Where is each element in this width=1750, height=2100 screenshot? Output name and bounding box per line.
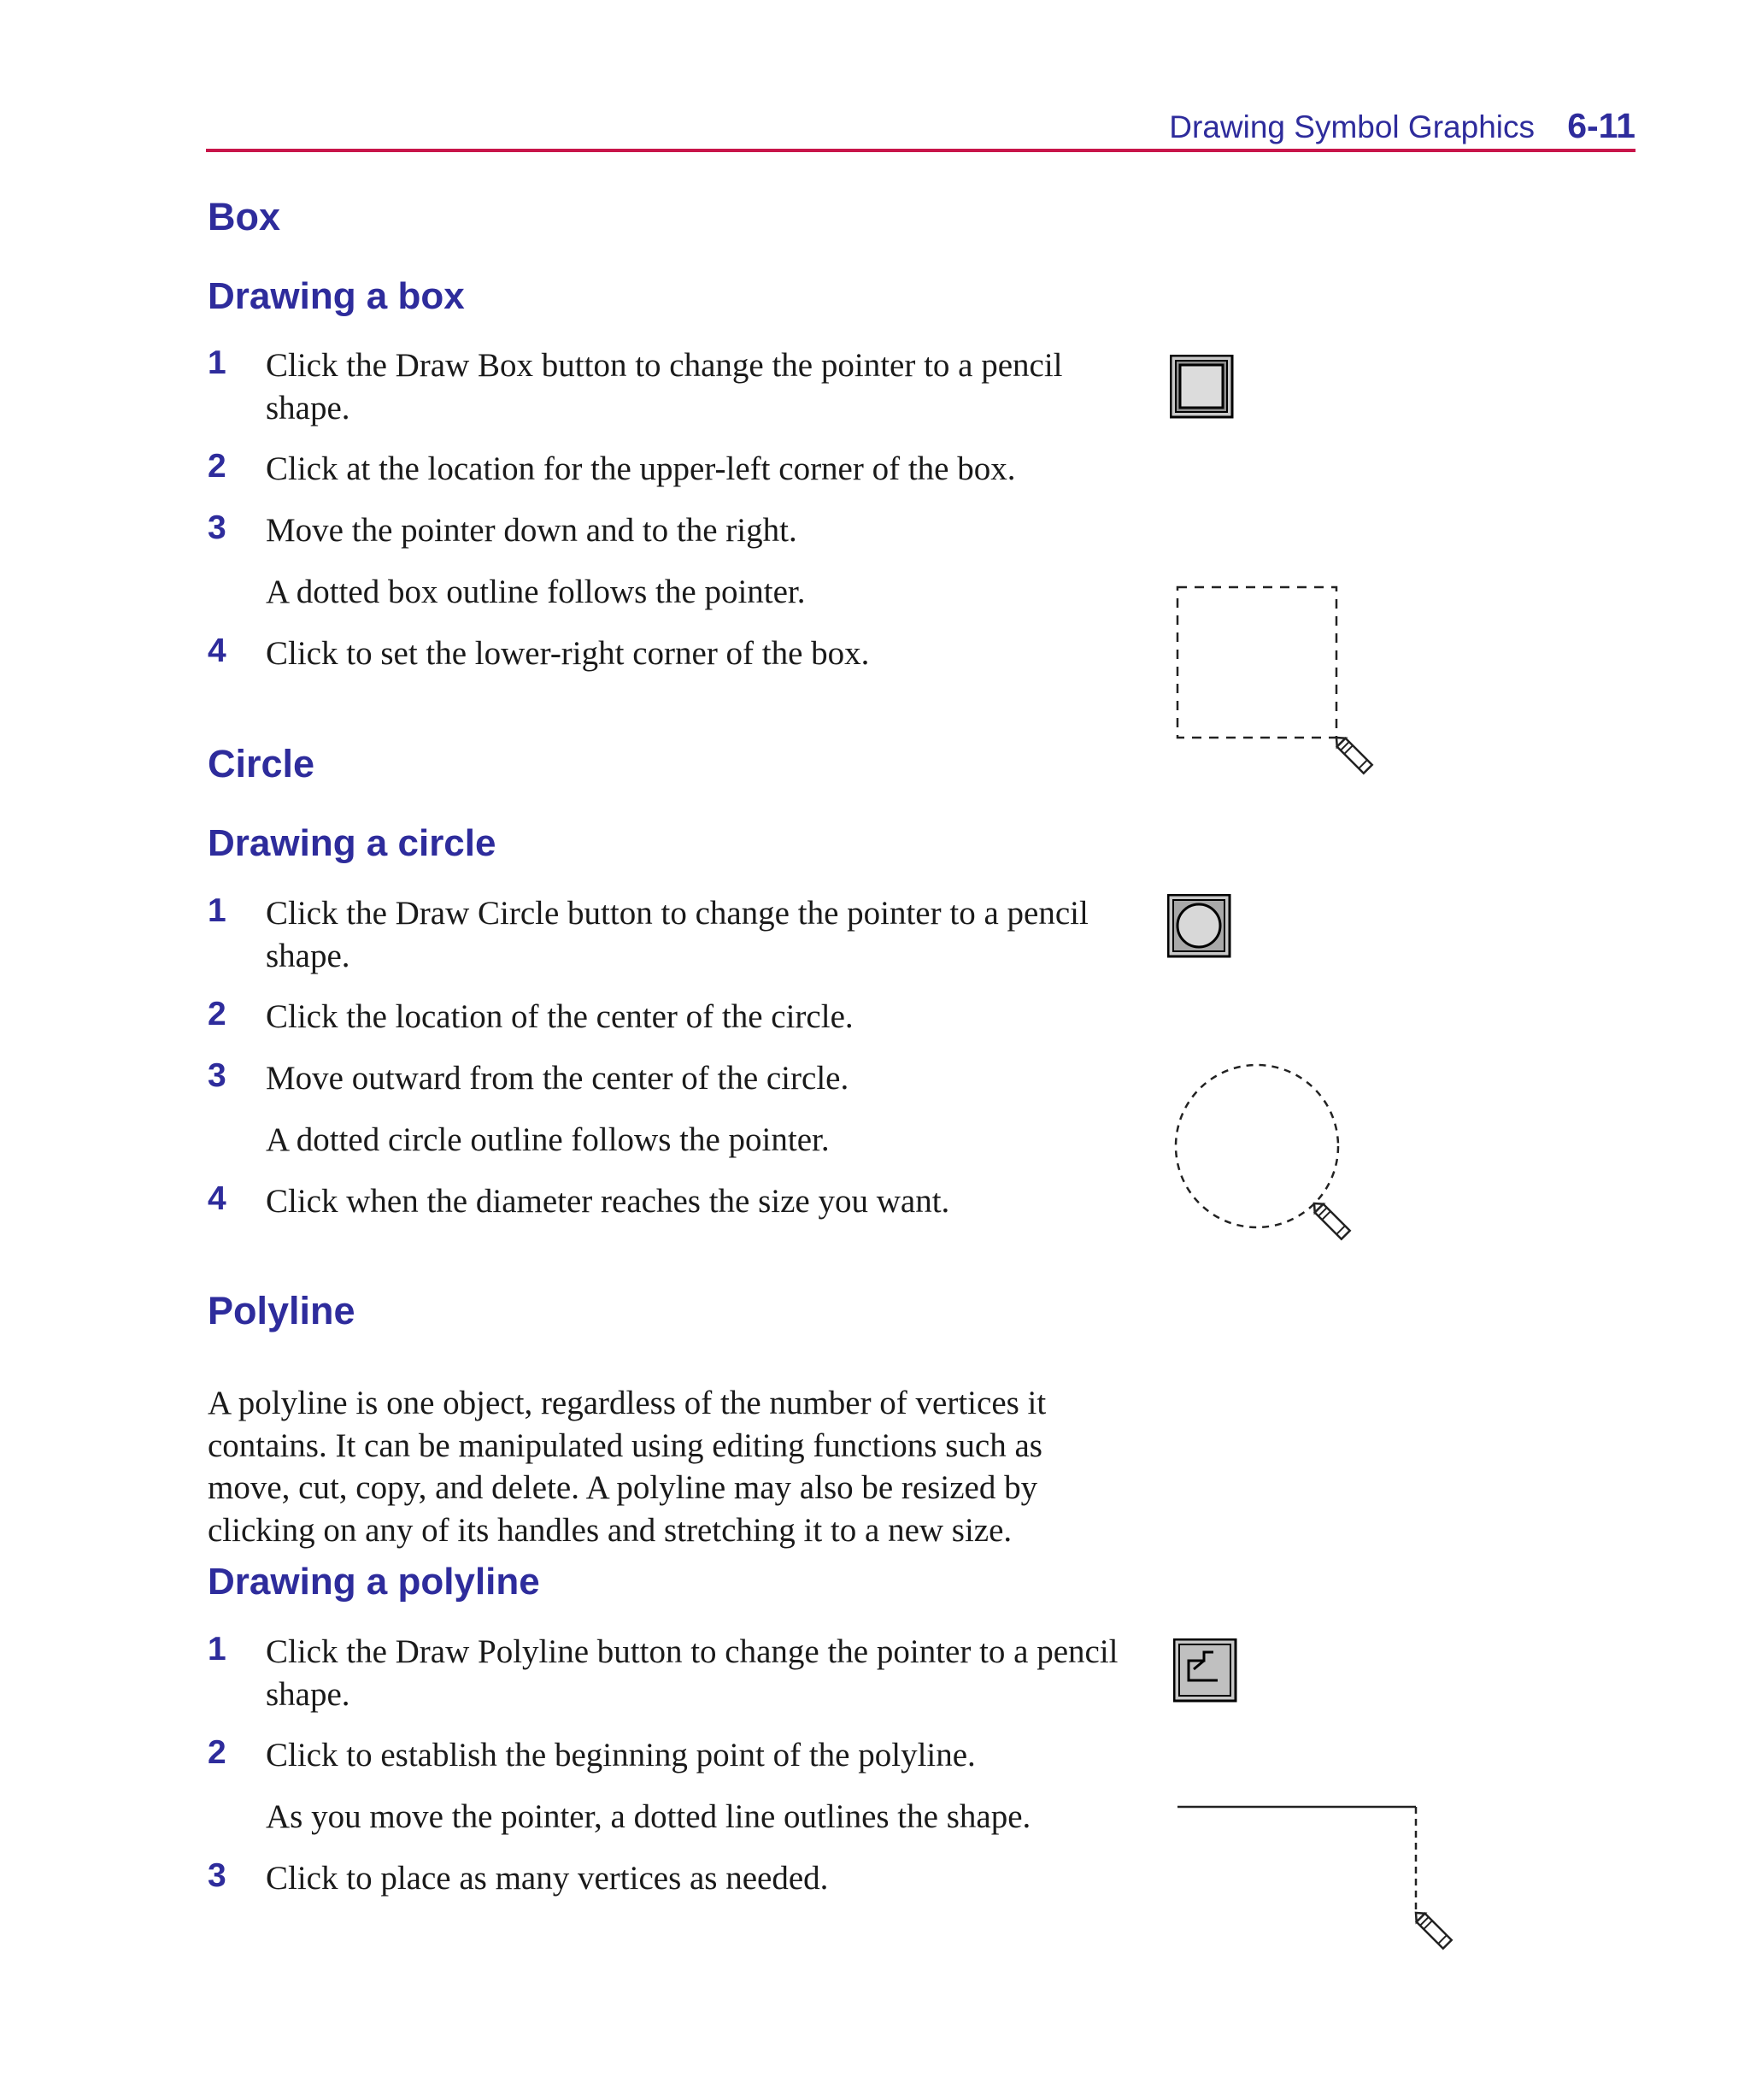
- pencil-icon: [1310, 1199, 1350, 1239]
- step-number: 4: [208, 632, 226, 669]
- step-text: Click the Draw Polyline button to change the pointer to a pencil shape.: [266, 1633, 1119, 1713]
- step-number: 2: [208, 1734, 226, 1771]
- step-text: Move the pointer down and to the right.: [266, 512, 797, 549]
- dotted-box-outline: [1177, 587, 1336, 738]
- step-text: Move outward from the center of the circle.: [266, 1060, 849, 1097]
- pencil-icon: [1332, 733, 1372, 774]
- polyline-description: A polyline is one object, regardless of the number of vertices it contains. It can be manipulated using editing functions such as move, cut, copy, and delete. A polyline may also be resized by clicking on any of its handles and stretching it to a new size.: [208, 1385, 1047, 1549]
- step-number: 1: [208, 1631, 226, 1668]
- step-text: Click when the diameter reaches the size you want.: [266, 1183, 950, 1220]
- step-number: 2: [208, 996, 226, 1032]
- drawing-polyline-title: Drawing a polyline: [208, 1561, 540, 1603]
- dotted-circle-outline-figure: [1171, 1060, 1367, 1265]
- draw-box-button: [1170, 355, 1235, 420]
- step-number: 3: [208, 1857, 226, 1894]
- pencil-icon: [1412, 1909, 1452, 1949]
- dotted-box-outline-figure: [1171, 583, 1397, 792]
- polyline-section-title: Polyline: [208, 1289, 355, 1332]
- draw-circle-button: [1167, 894, 1232, 959]
- page-header: [206, 104, 1635, 150]
- step-number: 3: [208, 509, 226, 546]
- step-text: Click to place as many vertices as needed.: [266, 1860, 829, 1897]
- drawing-circle-title: Drawing a circle: [208, 822, 496, 864]
- step-text: Click at the location for the upper-left corner of the box.: [266, 450, 1016, 487]
- step-number: 1: [208, 892, 226, 929]
- step-number: 2: [208, 448, 226, 485]
- step-number: 3: [208, 1057, 226, 1094]
- polyline-outline-figure: [1171, 1800, 1461, 1962]
- circle-section-title: Circle: [208, 742, 315, 785]
- page-number: 6-11: [1567, 106, 1635, 145]
- box-section-title: Box: [208, 195, 281, 238]
- step-text: Click the Draw Box button to change the pointer to a pencil shape.: [266, 347, 1063, 426]
- step-text: Click to set the lower-right corner of the box.: [266, 635, 870, 672]
- circle-step-note: A dotted circle outline follows the pointer.: [266, 1121, 830, 1158]
- drawing-box-title: Drawing a box: [208, 275, 465, 317]
- box-step-note: A dotted box outline follows the pointer.: [266, 574, 806, 610]
- draw-polyline-button: [1173, 1638, 1238, 1703]
- step-number: 1: [208, 344, 226, 381]
- step-number: 4: [208, 1180, 226, 1217]
- step-text: Click the location of the center of the circle.: [266, 998, 854, 1035]
- chapter-title: Drawing Symbol Graphics: [1169, 109, 1535, 144]
- polyline-step-note: As you move the pointer, a dotted line outlines the shape.: [266, 1798, 1031, 1835]
- header-divider: [206, 149, 1635, 152]
- step-text: Click the Draw Circle button to change the pointer to a pencil shape.: [266, 895, 1089, 974]
- step-text: Click to establish the beginning point of the polyline.: [266, 1737, 976, 1774]
